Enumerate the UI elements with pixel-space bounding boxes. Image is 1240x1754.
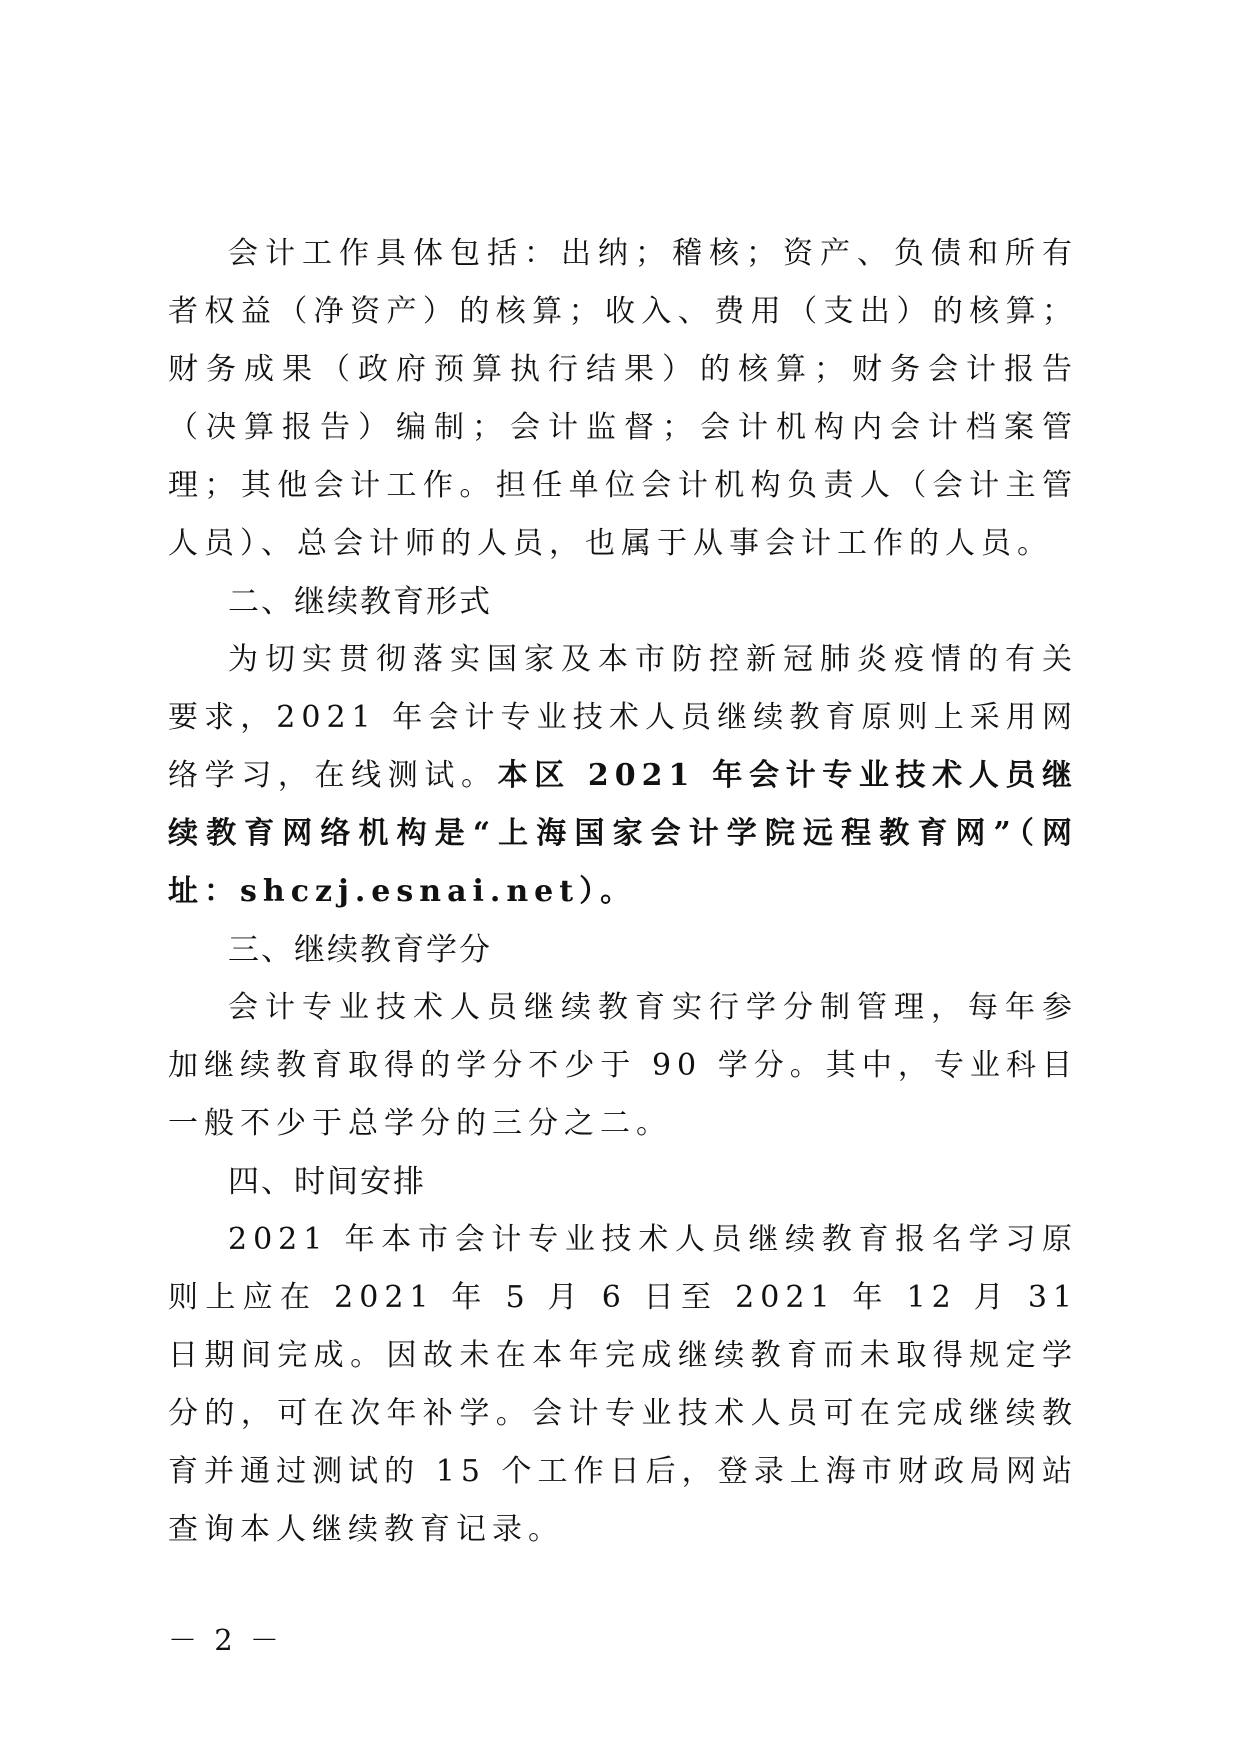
heading-education-format: 二、继续教育形式 — [228, 584, 492, 620]
document-body — [168, 225, 1078, 1559]
paragraph-education-credits: 会计专业技术人员继续教育实行学分制管理，每年参加继续教育取得的学分不少于 90 学分。其中，专业科目一般不少于总学分的三分之二。 — [168, 990, 1078, 1141]
paragraph-time-schedule: 2021 年本市会计专业技术人员继续教育报名学习原则上应在 2021 年 5 月 6 日至 2021 年 12 月 31 日期间完成。因故未在本年完成继续教育而未取得规定学分的，可在次年补学。会计专业技术人员可在完成继续教育并通过测试的 15 个工作日后，登录上海市财政局网站查询本人继续教育记录。 — [168, 1222, 1078, 1547]
education-format-platform-text: 本区 2021 年会计专业技术人员继续教育网络机构是“上海国家会计学院远程教育网”（网址：shczj.esnai.net）。 — [168, 758, 1079, 909]
heading-time-schedule: 四、时间安排 — [228, 1164, 426, 1200]
page-number: － 2 － — [168, 1623, 283, 1657]
paragraph-education-format — [168, 631, 1078, 921]
heading-education-credits: 三、继续教育学分 — [228, 932, 492, 968]
education-format-text: 为切实贯彻落实国家及本市防控新冠肺炎疫情的有关要求，2021 年会计专业技术人员继续教育原则上采用网络学习，在线测试。 — [168, 642, 1078, 793]
paragraph-accounting-work-scope: 会计工作具体包括：出纳；稽核；资产、负债和所有者权益（净资产）的核算；收入、费用（支出）的核算；财务成果（政府预算执行结果）的核算；财务会计报告（决算报告）编制；会计监督；会计机构内会计档案管理；其他会计工作。担任单位会计机构负责人（会计主管人员）、总会计师的人员，也属于从事会计工作的人员。 — [168, 236, 1078, 561]
